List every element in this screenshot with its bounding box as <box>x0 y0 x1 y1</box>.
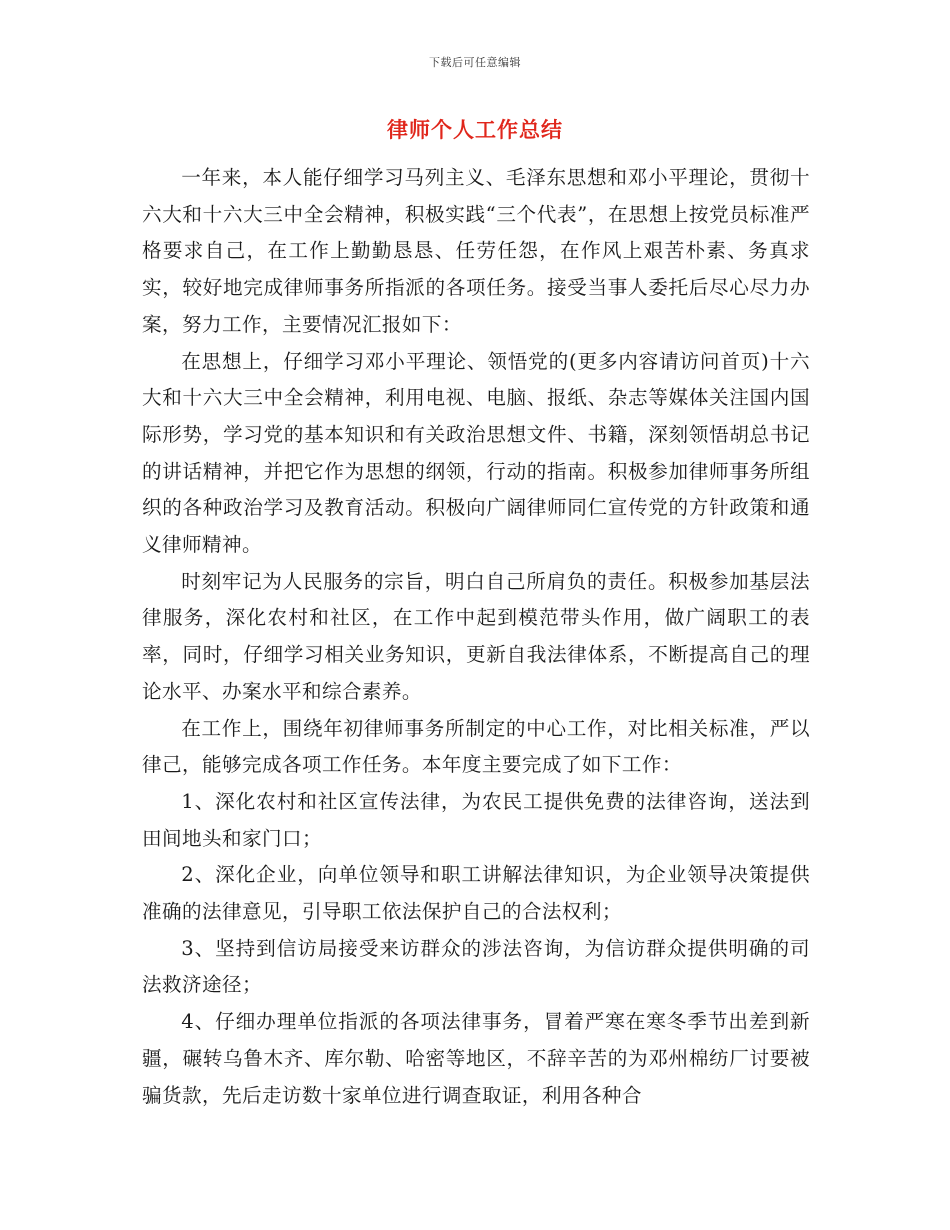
paragraph-ideology: 在思想上，仔细学习邓小平理论、领悟党的(更多内容请访问首页)十六大和十六大三中全会精神，利用电视、电脑、报纸、杂志等媒体关注国内国际形势，学习党的基本知识和有关政治思想文件、书籍，深刻领悟胡总书记的讲话精神，并把它作为思想的纲领，行动的指南。积极参加律师事务所组织的各种政治学习及教育活动。积极向广阔律师同仁宣传党的方针政策和通义律师精神。 <box>142 349 810 557</box>
paragraph-intro: 一年来，本人能仔细学习马列主义、毛泽东思想和邓小平理论，贯彻十六大和十六大三中全会精神，积极实践“三个代表”，在思想上按党员标准严格要求自己，在工作上勤勤恳恳、任劳任怨，在作风上艰苦朴素、务真求实，较好地完成律师事务所指派的各项任务。接受当事人委托后尽心尽力办案，努力工作，主要情况汇报如下： <box>142 166 810 336</box>
paragraph-service: 时刻牢记为人民服务的宗旨，明白自己所肩负的责任。积极参加基层法律服务，深化农村和社区，在工作中起到模范带头作用，做广阔职工的表率，同时，仔细学习相关业务知识，更新自我法律体系，不断提高自己的理论水平、办案水平和综合素养。 <box>142 569 810 703</box>
header-note: 下载后可任意编辑 <box>429 56 521 69</box>
list-item-3: 3、坚持到信访局接受来访群众的涉法咨询，为信访群众提供明确的司法救济途径； <box>142 936 810 997</box>
list-item-1: 1、深化农村和社区宣传法律，为农民工提供免费的法律咨询，送法到田间地头和家门口； <box>142 789 810 850</box>
document-body <box>142 160 810 1114</box>
document-title: 律师个人工作总结 <box>387 117 563 142</box>
paragraph-work: 在工作上，围绕年初律师事务所制定的中心工作，对比相关标准，严以律己，能够完成各项工作任务。本年度主要完成了如下工作： <box>142 716 810 777</box>
list-item-2: 2、深化企业，向单位领导和职工讲解法律知识，为企业领导决策提供准确的法律意见，引导职工依法保护自己的合法权利； <box>142 863 810 924</box>
list-item-4: 4、仔细办理单位指派的各项法律事务，冒着严寒在寒冬季节出差到新疆，碾转乌鲁木齐、库尔勒、哈密等地区，不辞辛苦的为邓州棉纺厂讨要被骗货款，先后走访数十家单位进行调查取证，利用各种合 <box>142 1010 810 1107</box>
